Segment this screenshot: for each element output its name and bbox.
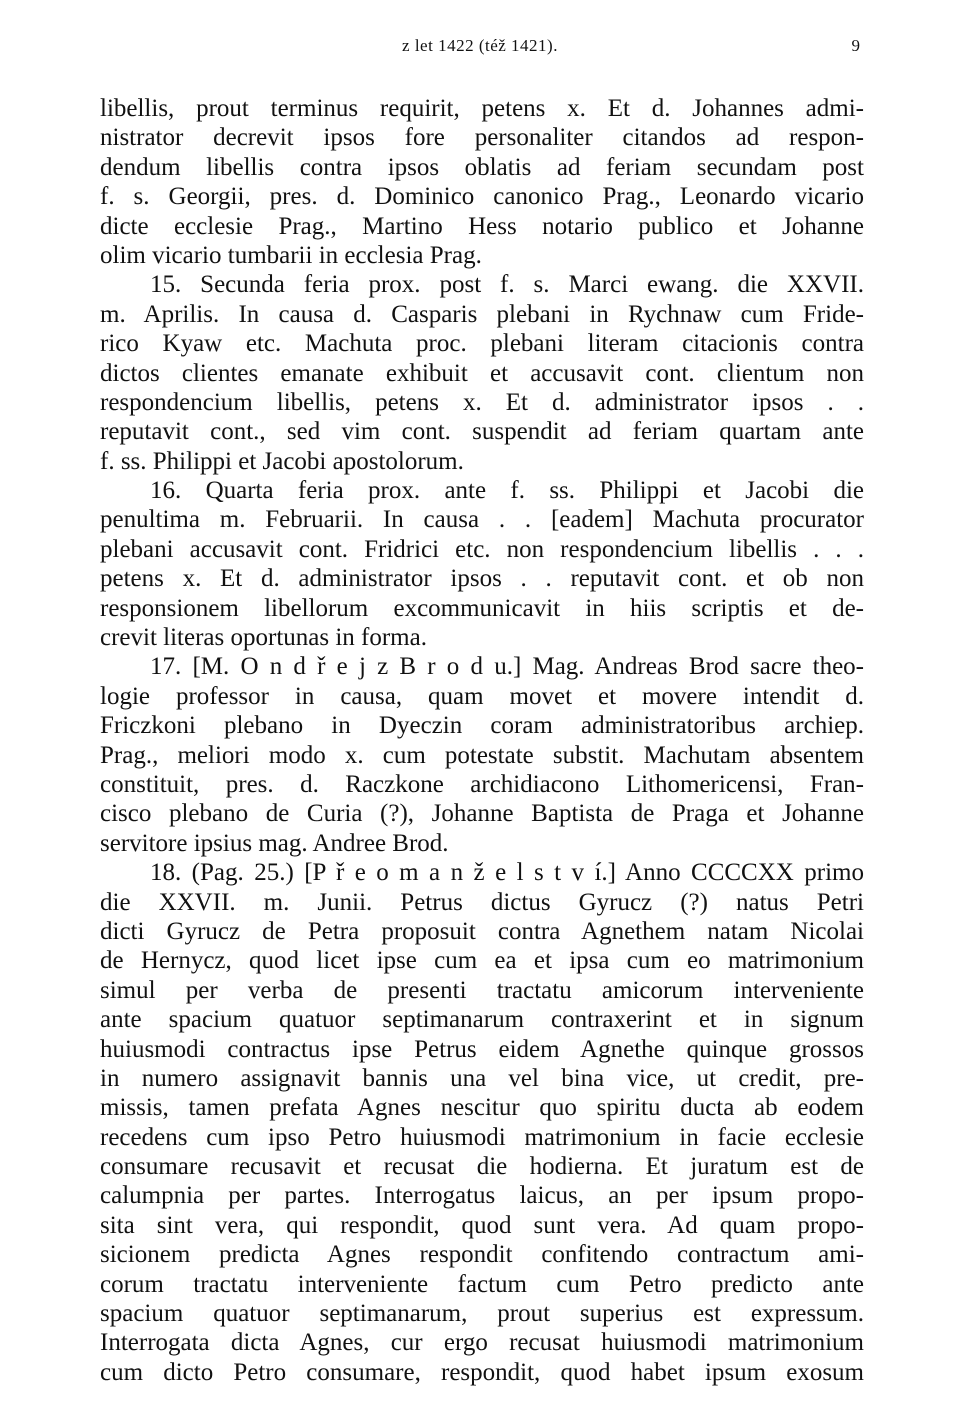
text-line: nistrator decrevit ipsos fore personaliter citandos ad respon- bbox=[100, 124, 864, 152]
text-line: spacium quatuor septimanarum, prout superius est expressum. bbox=[100, 1300, 864, 1328]
text-line: dicti Gyrucz de Petra proposuit contra Agnethem natam Nicolai bbox=[100, 917, 864, 945]
text-line: Prag., meliori modo x. cum potestate substit. Machutam absentem bbox=[100, 741, 864, 769]
text-line: f. ss. Philippi et Jacobi apostolorum. bbox=[100, 447, 464, 475]
text-line: de Hernycz, quod licet ipse cum ea et ipsa cum eo matrimonium bbox=[100, 947, 864, 975]
text-line: plebani accusavit cont. Fridrici etc. non respondencium libellis . . . bbox=[100, 535, 864, 563]
text-line: responsionem libellorum excommunicavit in hiis scriptis et de- bbox=[100, 594, 864, 622]
text-line: sita sint vera, qui respondit, quod sunt vera. Ad quam propo- bbox=[100, 1211, 864, 1239]
text-line: Interrogata dicta Agnes, cur ergo recusat huiusmodi matrimonium bbox=[100, 1329, 864, 1357]
text-line: in numero assignavit bannis una vel bina vice, ut credit, pre- bbox=[100, 1064, 864, 1092]
text-line: recedens cum ipso Petro huiusmodi matrimonium in facie ecclesie bbox=[100, 1123, 864, 1151]
text-line: 15. Secunda feria prox. post f. s. Marci ewang. die XXVII. bbox=[100, 271, 864, 299]
text-line: dictos clientes emanate exhibuit et accusavit cont. clientum non bbox=[100, 359, 864, 387]
page-number: 9 bbox=[851, 36, 860, 55]
text-line: corum tractatu interveniente factum cum Petro predicto ante bbox=[100, 1270, 864, 1298]
text-line: crevit literas oportunas in forma. bbox=[100, 624, 427, 652]
text-line: 16. Quarta feria prox. ante f. ss. Philippi et Jacobi die bbox=[100, 477, 864, 505]
text-line: dendum libellis contra ipsos oblatis ad feriam secundam post bbox=[100, 153, 864, 181]
running-head bbox=[100, 36, 860, 60]
text-line: simul per verba de presenti tractatu amicorum interveniente bbox=[100, 976, 864, 1004]
text-line: constituit, pres. d. Raczkone archidiacono Lithomericensi, Fran- bbox=[100, 770, 864, 798]
text-line: respondencium libellis, petens x. Et d. administrator ipsos . . bbox=[100, 388, 864, 416]
text-line: 17. [M. O n d ř e j z B r o d u.] Mag. Andreas Brod sacre theo- bbox=[100, 653, 864, 681]
text-line: 18. (Pag. 25.) [P ř e o m a n ž e l s t v í.] Anno CCCCXX primo bbox=[100, 859, 864, 887]
text-line: m. Aprilis. In causa d. Casparis plebani in Rychnaw cum Fride- bbox=[100, 300, 864, 328]
text-line: consumare recusavit et recusat die hodierna. Et juratum est de bbox=[100, 1153, 864, 1181]
text-line: dicte ecclesie Prag., Martino Hess notario publico et Johanne bbox=[100, 212, 864, 240]
text-line: reputavit cont., sed vim cont. suspendit ad feriam quartam ante bbox=[100, 418, 864, 446]
text-line: missis, tamen prefata Agnes nescitur quo spiritu ducta ab eodem bbox=[100, 1094, 864, 1122]
text-line: penultima m. Februarii. In causa . . [eadem] Machuta procurator bbox=[100, 506, 864, 534]
text-line: Friczkoni plebano in Dyeczin coram administratoribus archiep. bbox=[100, 712, 864, 740]
text-line: petens x. Et d. administrator ipsos . . reputavit cont. et ob non bbox=[100, 565, 864, 593]
text-line: f. s. Georgii, pres. d. Dominico canonico Prag., Leonardo vicario bbox=[100, 183, 864, 211]
text-line: huiusmodi contractus ipse Petrus eidem Agnethe quinque grossos bbox=[100, 1035, 864, 1063]
text-line: ante spacium quatuor septimanarum contraxerint et in signum bbox=[100, 1006, 864, 1034]
text-line: cisco plebano de Curia (?), Johanne Baptista de Praga et Johanne bbox=[100, 800, 864, 828]
text-line: libellis, prout terminus requirit, petens x. Et d. Johannes admi- bbox=[100, 95, 864, 122]
text-line: servitore ipsius mag. Andree Brod. bbox=[100, 829, 449, 857]
text-line: logie professor in causa, quam movet et movere intendit d. bbox=[100, 682, 864, 710]
text-line: olim vicario tumbarii in ecclesia Prag. bbox=[100, 241, 482, 269]
text-line: calumpnia per partes. Interrogatus laicus, an per ipsum propo- bbox=[100, 1182, 864, 1210]
text-line: rico Kyaw etc. Machuta proc. plebani literam citacionis contra bbox=[100, 330, 864, 358]
running-title: z let 1422 (též 1421). bbox=[402, 36, 558, 55]
text-body bbox=[100, 94, 864, 1387]
text-line: sicionem predicta Agnes respondit confitendo contractum ami- bbox=[100, 1241, 864, 1269]
text-line: cum dicto Petro consumare, respondit, quod habet ipsum exosum bbox=[100, 1358, 864, 1386]
text-line: die XXVII. m. Junii. Petrus dictus Gyrucz (?) natus Petri bbox=[100, 888, 864, 916]
